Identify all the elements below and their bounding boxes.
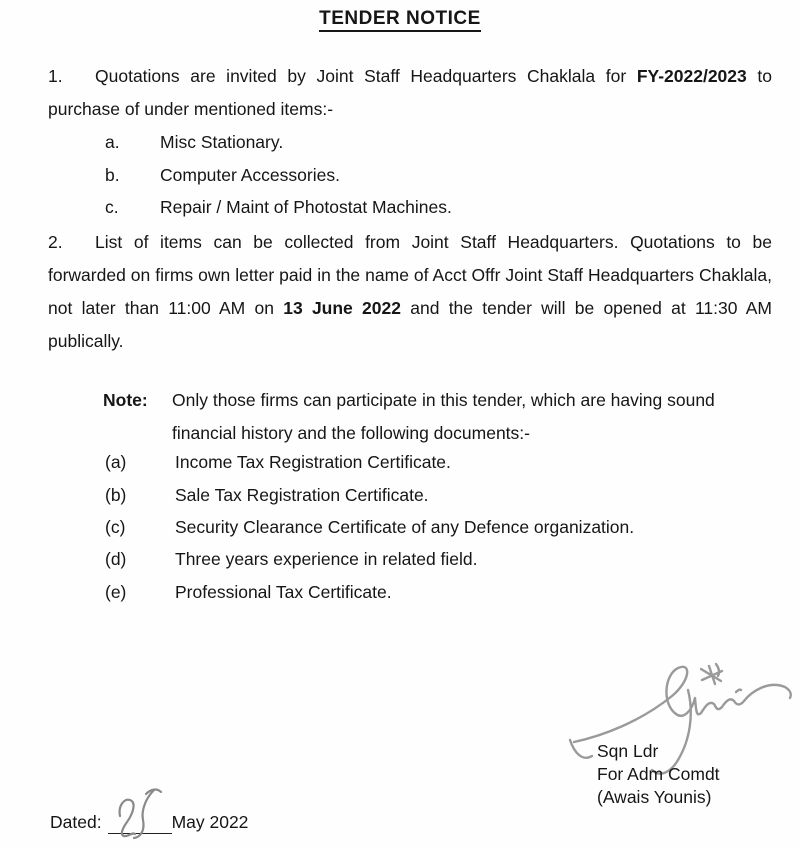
signature-name: (Awais Younis) [597, 787, 712, 807]
note-label: Note: [103, 390, 148, 410]
list-item-b-letter: b. [105, 165, 120, 185]
document-item-e-letter: (e) [105, 582, 127, 602]
list-item-c-text: Repair / Maint of Photostat Machines. [160, 197, 452, 217]
document-item-d-text: Three years experience in related field. [175, 549, 478, 569]
paragraph-2-text: List of items can be collected from Joint Staff Headquarters. Quotations to be forwarded on firms own letter paid in the name of Acct Offr Joint Staff Headquarters Chaklala, not later than 11:00 AM on [48, 232, 772, 318]
paragraph-1-bold-fy: FY-2022/2023 [636, 66, 747, 86]
document-title [0, 8, 800, 30]
list-item-b-text: Computer Accessories. [160, 165, 340, 185]
dated-month-year: May 2022 [171, 812, 249, 832]
list-item-c-letter: c. [105, 197, 119, 217]
paragraph-1-number: 1. [48, 66, 63, 86]
document-title-text: TENDER NOTICE [319, 8, 481, 32]
document-item-d-letter: (d) [105, 549, 127, 569]
dated-underline [108, 812, 172, 834]
document-item-b [105, 484, 429, 506]
signature-for-line: For Adm Comdt [597, 764, 720, 784]
document-item-a-letter: (a) [105, 452, 127, 472]
list-item-b [105, 164, 340, 186]
document-item-e [105, 581, 392, 603]
paragraph-1 [48, 60, 772, 126]
note-block [103, 384, 775, 450]
document-item-a-text: Income Tax Registration Certificate. [175, 452, 451, 472]
document-item-c-text: Security Clearance Certificate of any Defence organization. [175, 517, 635, 537]
document-item-c [105, 516, 634, 538]
document-item-e-text: Professional Tax Certificate. [175, 582, 392, 602]
document-item-a [105, 451, 451, 473]
paragraph-2-number: 2. [48, 232, 63, 252]
paragraph-1-text-tail: to purchase of under mentioned items:- [48, 66, 772, 119]
list-item-a-letter: a. [105, 132, 120, 152]
document-item-d [105, 548, 478, 570]
note-text: Only those firms can participate in this tender, which are having sound financial history and the following documents:- [172, 390, 715, 443]
dated-row [50, 810, 248, 834]
paragraph-2-bold-date: 13 June 2022 [283, 298, 401, 318]
list-item-c [105, 196, 452, 218]
document-item-b-letter: (b) [105, 485, 127, 505]
handwritten-day-icon [110, 786, 168, 840]
list-item-a-text: Misc Stationary. [160, 132, 284, 152]
signature-block [597, 740, 720, 809]
paragraph-2-text-tail: and the tender will be opened at 11:30 AM publically. [48, 298, 772, 351]
paragraph-2 [48, 226, 772, 358]
paragraph-1-text: Quotations are invited by Joint Staff Headquarters Chaklala for [95, 66, 637, 86]
document-item-b-text: Sale Tax Registration Certificate. [175, 485, 429, 505]
dated-label: Dated: [50, 812, 102, 832]
document-item-c-letter: (c) [105, 517, 126, 537]
list-item-a [105, 131, 283, 153]
signature-rank: Sqn Ldr [597, 741, 659, 761]
